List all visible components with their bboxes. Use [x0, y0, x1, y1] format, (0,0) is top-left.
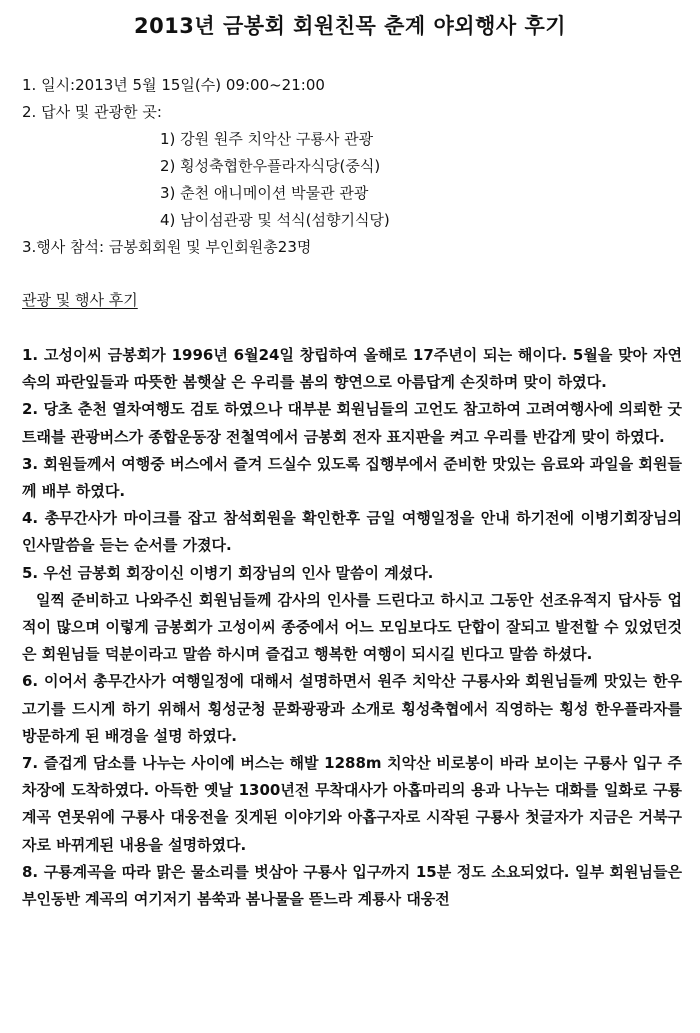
- paragraph-3: 3. 회원들께서 여행중 버스에서 즐겨 드실수 있도록 집행부에서 준비한 맛있는 음료와 과일을 회원들께 배부 하였다.: [22, 454, 682, 501]
- paragraph-2: 2. 당초 춘천 열차여행도 검토 하였으나 대부분 회원님들의 고언도 참고하여 고려여행사에 의뢰한 굿 트래블 관광버스가 종합운동장 전철역에서 금봉회 전자 표지판을 켜고 우리를 반갑게 맞이 하였다.: [22, 400, 682, 446]
- paragraph-4: 4. 총무간사가 마이크를 잡고 참석회원을 확인한후 금일 여행일정을 안내 하기전에 이병기회장님의 인사말씀을 듣는 순서를 가졌다.: [22, 509, 682, 555]
- place-item: 2) 횡성축협한우플라자식당(중식): [160, 157, 381, 175]
- paragraph-7: 7. 즐겁게 담소를 나누는 사이에 버스는 해발 1288m 치악산 비로봉이 바라 보이는 구룡사 입구 주차장에 도착하였다. 아득한 옛날 1300년전 무착대사가 아홉마리의 용과 나누는 대화를 일화로 구룡계곡 연못위에 구룡사 대웅전을 짓게된 이야기와 아홉구자로 시작된 구룡사 첫글자가 지금은 거북구자로 바뀌게된 내용을 설명하였다.: [22, 754, 682, 854]
- event-date-line: 1. 일시:2013년 5월 15일(수) 09:00~21:00: [22, 76, 325, 94]
- paragraph-5-continued: 일찍 준비하고 나와주신 회원님들께 감사의 인사를 드린다고 하시고 그동안 선조유적지 답사등 업적이 많으며 이렇게 금봉회가 고성이씨 종중에서 어느 모임보다도 단합이 잘되고 발전할 수 있었던것은 회원님들 덕분이라고 말씀 하시며 즐겁고 행복한 여행이 되시길 빈다고 말씀 하셨다.: [22, 590, 682, 664]
- document-title: 2013년 금봉회 회원친목 춘계 야외행사 후기: [133, 14, 567, 38]
- places-heading: 2. 답사 및 관광한 곳:: [22, 103, 162, 121]
- paragraph-5: 5. 우선 금봉회 회장이신 이병기 회장님의 인사 말씀이 계셨다.: [22, 563, 434, 582]
- review-body: [22, 342, 682, 913]
- place-item: 1) 강원 원주 치악산 구룡사 관광: [160, 130, 374, 148]
- place-item: 3) 춘천 애니메이션 박물관 관광: [160, 184, 369, 202]
- event-info: [22, 72, 682, 261]
- paragraph-6: 6. 이어서 총무간사가 여행일정에 대해서 설명하면서 원주 치악산 구룡사와 회원님들께 맛있는 한우고기를 드시게 하기 위해서 횡성군청 문화광광과 소개로 횡성축협에서 직영하는 횡성 한우플라자를 방문하게 된 배경을 설명 하였다.: [22, 672, 682, 745]
- paragraph-1: 1. 고성이씨 금봉회가 1996년 6월24일 창립하여 올해로 17주년이 되는 해이다. 5월을 맞아 자연속의 파란잎들과 따뜻한 봄햇살 은 우리를 봄의 향연으로 아름답게 손짓하며 맞이 하였다.: [22, 346, 682, 392]
- attendance-line: 3.행사 참석: 금봉회회원 및 부인회원총23명: [22, 238, 312, 256]
- place-item: 4) 남이섬관광 및 석식(섬향기식당): [160, 211, 390, 229]
- section-title: 관광 및 행사 후기: [22, 291, 138, 309]
- paragraph-8: 8. 구룡계곡을 따라 맑은 물소리를 벗삼아 구룡사 입구까지 15분 정도 소요되었다. 일부 회원님들은 부인동반 계곡의 여기저기 봄쑥과 봄나물을 뜯느라 계룡사 대웅전: [22, 862, 682, 909]
